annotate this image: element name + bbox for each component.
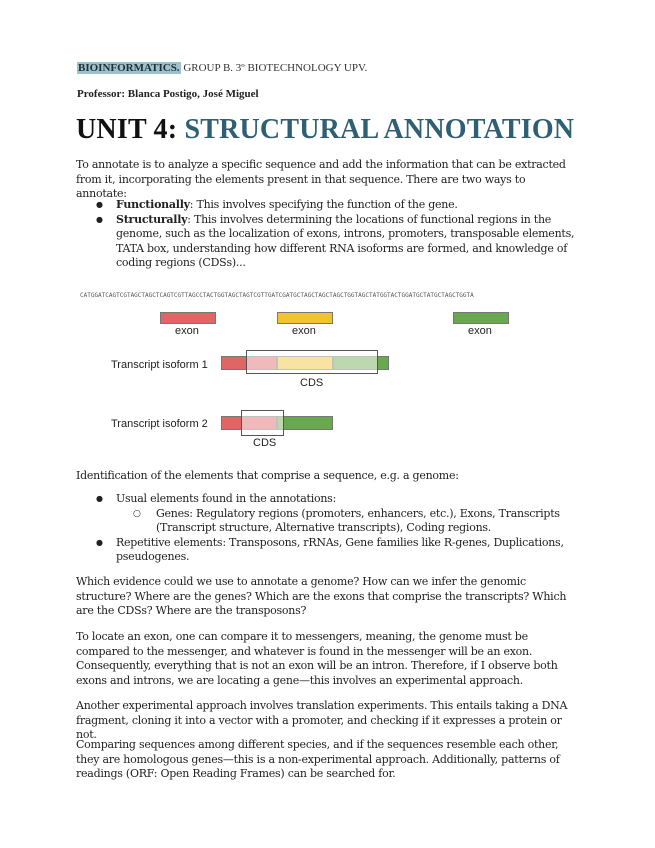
- isoform-2-label: Transcript isoform 2: [111, 418, 208, 430]
- way-term: Structurally: [116, 212, 188, 226]
- exon-label: exon: [175, 325, 199, 337]
- list-item: ○ Genes: Regulatory regions (promoters, enhancers, etc.), Exons, Transcripts (Transcript structure, Alternative transcripts), Coding regions.: [116, 507, 576, 536]
- course-name: BIOINFORMATICS.: [78, 62, 180, 74]
- transcript-isoform-diagram: [78, 288, 578, 458]
- list-item: [76, 492, 576, 536]
- way-text: : This involves specifying the function of the gene.: [189, 198, 458, 211]
- usual-elements-text: Usual elements found in the annotations:: [116, 492, 337, 505]
- questions-paragraph: Which evidence could we use to annotate a genome? How can we infer the genomic structure? Where are the genes? Which are the exons that comprise the transcripts? Which are the CDSs? Where are the transposons?: [76, 575, 567, 618]
- sub-list: [116, 507, 576, 536]
- isoform-2-exon-3: [277, 416, 333, 430]
- exon-3-bar: [453, 312, 509, 324]
- dna-sequence: CATGGATCAGTCGTAGCTAGCTCAGTCGTTAGCCTACTGGTAGCTAGTCGTTGATCGATGCTAGCTAGCTAGCTGGTAGCTATGGTACTGGATGCTATGCTAGCTGGTA: [80, 292, 474, 299]
- page-title: [76, 114, 574, 146]
- course-header: [77, 62, 367, 74]
- exon-label: exon: [292, 325, 316, 337]
- exon-1-bar: [160, 312, 216, 324]
- course-group: GROUP B. 3º BIOTECHNOLOGY UPV.: [180, 62, 368, 74]
- cds-label: CDS: [300, 377, 324, 389]
- intro-paragraph: To annotate is to analyze a specific sequence and add the information that can be extracted from it, incorporating the elements present in that sequence. There are two ways to annotate:: [76, 158, 566, 201]
- professor-line: Professor: Blanca Postigo, José Miguel: [77, 88, 259, 100]
- exon-label: exon: [468, 325, 492, 337]
- way-text: : This involves determining the locations of functional regions in the genome, such as the localization of exons, introns, promoters, transposable elements, TATA box, understanding how different RNA isoforms are formed, and knowledge of coding regions (CDSs)...: [116, 212, 575, 270]
- comparing-paragraph: Comparing sequences among different species, and if the sequences resemble each other, they are homologous genes—this is a non-experimental approach. Additionally, patterns of readings (ORF: Open Reading Frames) can be searched for.: [76, 738, 560, 781]
- cds-label: CDS: [253, 437, 277, 449]
- isoform-1-label: Transcript isoform 1: [111, 359, 208, 371]
- identification-paragraph: Identification of the elements that comprise a sequence, e.g. a genome:: [76, 469, 459, 482]
- title-unit: UNIT 4:: [76, 114, 185, 145]
- title-topic: STRUCTURAL ANNOTATION: [184, 114, 575, 145]
- exon-2-bar: [277, 312, 333, 324]
- translation-paragraph: Another experimental approach involves translation experiments. This entails taking a DNA fragment, cloning it into a vector with a promoter, and checking if it expresses a protein or not.: [76, 699, 568, 742]
- list-item: [76, 198, 576, 213]
- annotation-ways-list: [76, 198, 576, 271]
- locate-exon-paragraph: To locate an exon, one can compare it to messengers, meaning, the genome must be compared to the messenger, and whatever is found in the messenger will be an exon. Consequently, everything that is not an exon will be an intron. Therefore, if I observe both exons and introns, we are locating a gene—this involves an experimental approach.: [76, 630, 558, 687]
- elements-list: [76, 492, 576, 565]
- way-term: Functionally: [116, 198, 190, 211]
- isoform-2-cds-box: [241, 410, 284, 436]
- list-item: [76, 213, 576, 271]
- isoform-1-cds-box: [246, 350, 378, 374]
- list-item: ● Repetitive elements: Transposons, rRNAs, Gene families like R-genes, Duplications, pseudogenes.: [76, 536, 576, 565]
